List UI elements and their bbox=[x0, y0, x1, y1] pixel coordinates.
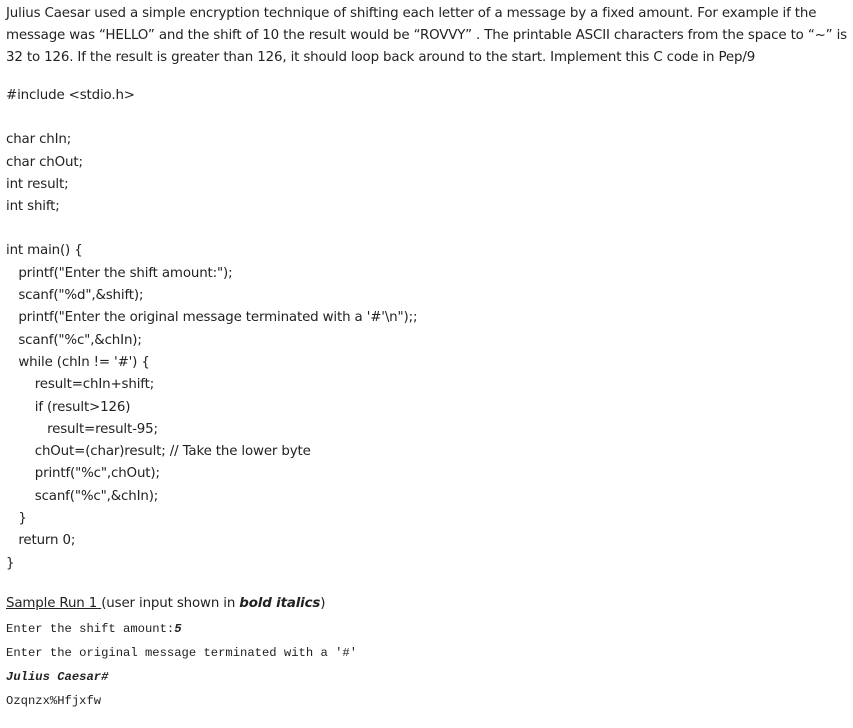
shift-prompt-text: Enter the shift amount: bbox=[6, 621, 175, 636]
shift-input-value: 5 bbox=[174, 621, 182, 636]
sample-line-message-prompt: Enter the original message terminated with a '#' bbox=[6, 645, 358, 660]
spacer bbox=[6, 575, 849, 593]
code-main-line: scanf("%d",&shift); bbox=[6, 288, 144, 304]
code-main-line: return 0; bbox=[6, 533, 76, 549]
spacer bbox=[6, 107, 849, 129]
sample-run-emphasis: bold italics bbox=[239, 595, 321, 611]
sample-line-output: Ozqnzx%Hfjxfw bbox=[6, 693, 102, 708]
code-main-line: scanf("%c",&chIn); bbox=[6, 488, 159, 504]
code-main-line: result=chIn+shift; bbox=[6, 377, 155, 393]
code-main-line: } bbox=[6, 555, 15, 571]
code-main-line: int main() { bbox=[6, 243, 83, 259]
sample-run-heading bbox=[6, 593, 849, 615]
code-global-line: char chOut; bbox=[6, 154, 83, 170]
sample-run-close: ) bbox=[320, 595, 326, 611]
document-page bbox=[6, 3, 849, 713]
spacer bbox=[6, 69, 849, 85]
code-main-line: printf("Enter the original message terminated with a '#'\n");; bbox=[6, 310, 418, 326]
code-main-line: while (chIn != '#') { bbox=[6, 354, 150, 370]
sample-run-link[interactable]: Sample Run 1 bbox=[6, 595, 102, 611]
spacer bbox=[6, 218, 849, 240]
code-main-line: printf("Enter the shift amount:"); bbox=[6, 265, 233, 281]
message-input-value: Julius Caesar# bbox=[6, 669, 109, 684]
code-global-line: int result; bbox=[6, 176, 69, 192]
code-main-line: printf("%c",chOut); bbox=[6, 466, 160, 482]
code-main-line: scanf("%c",&chIn); bbox=[6, 332, 142, 348]
intro-paragraph: Julius Caesar used a simple encryption technique of shifting each letter of a message by a fixed amount. For example if the message was “HELLO” and the shift of 10 the result would be “ROVVY” . The printable ASCII characters from the space to “~” is 32 to 126. If the result is greater than 126, it should loop back around to the start. Implement this C code in Pep/9 bbox=[6, 6, 847, 65]
sample-line-shift-prompt bbox=[6, 617, 849, 641]
code-main-line: } bbox=[6, 511, 27, 527]
sample-run-note: (user input shown in bbox=[101, 595, 240, 611]
code-main-line: result=result-95; bbox=[6, 421, 158, 437]
code-listing bbox=[6, 85, 849, 575]
sample-line-message-input bbox=[6, 665, 849, 689]
code-include-line: #include <stdio.h> bbox=[6, 88, 135, 103]
code-global-line: int shift; bbox=[6, 199, 60, 215]
code-main-line: chOut=(char)result; // Take the lower byte bbox=[6, 444, 311, 460]
code-global-line: char chIn; bbox=[6, 132, 72, 148]
code-main-line: if (result>126) bbox=[6, 399, 131, 415]
